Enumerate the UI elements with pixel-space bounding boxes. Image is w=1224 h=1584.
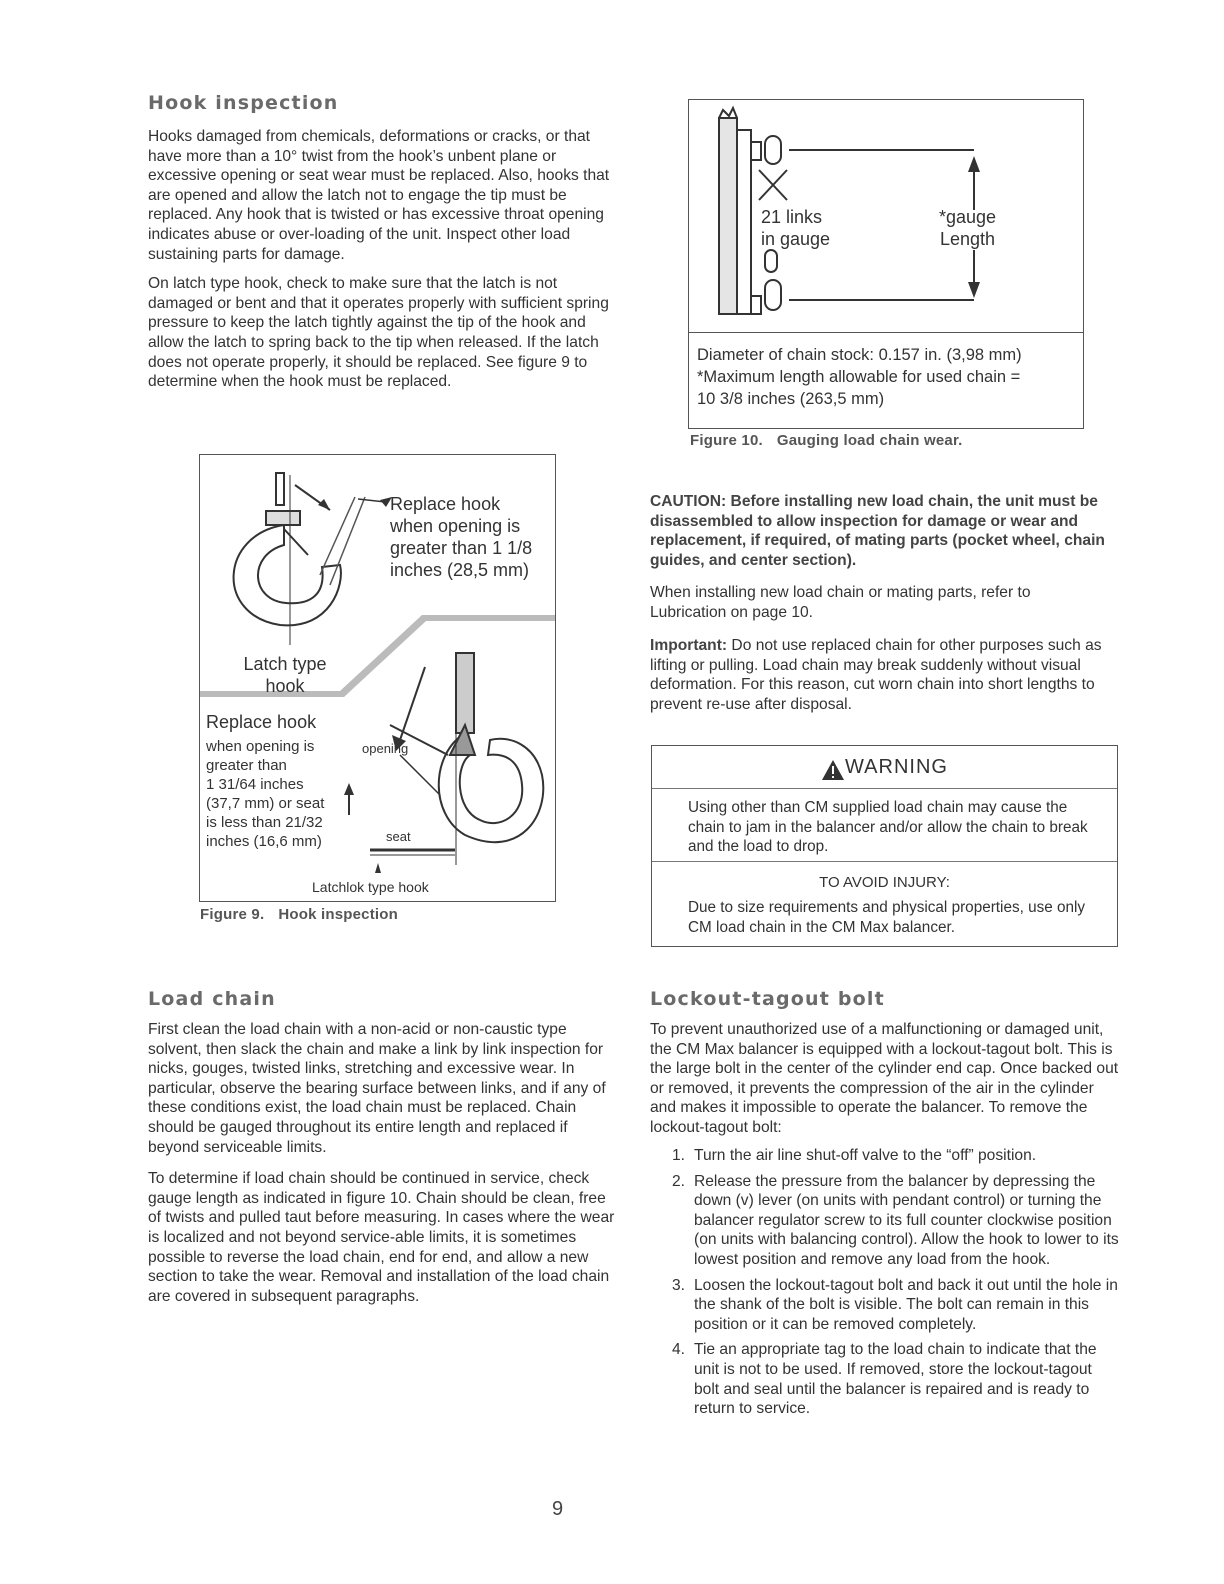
figure-10-caption: Figure 10. Gauging load chain wear. xyxy=(690,432,963,449)
important-note: Important: Do not use replaced chain for other purposes such as lifting or pulling. Load chain may break suddenly without visual deformation. For this reason, cut worn chain into short lengths to prevent re-use after disposal. xyxy=(650,637,1102,713)
load-chain-body xyxy=(148,1020,616,1306)
replace-hook-top-text: Replace hook when opening is greater than 1 1/8 inches (28,5 mm) xyxy=(390,494,533,580)
latch-type-hook-label: Latch type hook xyxy=(243,654,327,696)
hook-inspection-heading: Hook inspection xyxy=(148,92,339,114)
hook-inspection-paragraph-2: On latch type hook, check to make sure that the latch is not damaged or bent and that it operates properly with sufficient spring pressure to keep the latch tightly against the tip of the hook and allow the latch to spring back to the tip when released. If the latch does not operate properly, it should be replaced. See figure 9 to determine when the hook must be replaced. xyxy=(148,275,609,391)
load-chain-paragraph-1: First clean the load chain with a non-acid or non-caustic type solvent, then slack the chain and make a link by link inspection for nicks, gouges, twisted links, stretching and excessive wear. In particular, observe the bearing surface between links, and if any of these conditions exist, the load chain must be replaced. Chain should be gauged throughout its entire length and replaced if beyond serviceable limits. xyxy=(148,1021,606,1156)
warning-triangle-icon xyxy=(821,759,845,786)
avoid-injury-body: Due to size requirements and physical properties, use only CM load chain in the CM Max balancer. xyxy=(688,899,1086,936)
warning-divider xyxy=(652,861,1117,862)
figure-10-divider xyxy=(689,332,1083,333)
chain-gauge-diagram xyxy=(689,100,1083,330)
lockout-heading: Lockout-tagout bolt xyxy=(650,988,885,1010)
hook-inspection-body xyxy=(148,127,616,392)
links-in-gauge-label: 21 links in gauge xyxy=(761,207,831,249)
lockout-steps xyxy=(650,1146,1120,1425)
warning-header xyxy=(652,746,1117,789)
caution-text: CAUTION: Before installing new load chain, the unit must be disassembled to allow inspection for damage or wear and replacement, if required, of mating parts (pocket wheel, chain guides, and center section). xyxy=(650,493,1105,569)
warning-body: Using other than CM supplied load chain may cause the chain to jam in the balancer and/or allow the chain to break and the load to drop. xyxy=(688,799,1088,856)
lockout-step: 3. Loosen the lockout-tagout bolt and back it out until the hole in the shank of the bolt is visible. The bolt can remain in this position or it can be removed completely. xyxy=(672,1276,1118,1333)
figure-9-box xyxy=(199,454,556,902)
load-chain-paragraph-2: To determine if load chain should be continued in service, check gauge length as indicated in figure 10. Chain should be clean, free of twists and pulled taut before measuring. In cases where the wear is localized and not beyond service-able limits, it is sometimes possible to reverse the load chain, end for end, and allow a new section to take the wear. Removal and installation of the load chain are covered in subsequent paragraphs. xyxy=(148,1170,615,1305)
warning-title: WARNING xyxy=(845,756,948,778)
opening-label: opening xyxy=(362,741,409,756)
replace-hook-bottom-text: when opening is greater than 1 31/64 inches (37,7 mm) or seat is less than 21/32 inches (16,6 mm) xyxy=(206,738,325,850)
figure-9-caption: Figure 9. Hook inspection xyxy=(200,906,398,923)
latchlok-label: Latchlok type hook xyxy=(312,879,429,895)
hook-inspection-paragraph-1: Hooks damaged from chemicals, deformations or cracks, or that have more than a 10° twist from the hook’s unbent plane or excessive opening or seat wear must be replaced. Also, hooks that are opened and allow the latch not to engage the tip must be replaced. Any hook that is twisted or has excessive throat opening indicates abuse or over-loading of the unit. Inspect other load sustaining parts for damage. xyxy=(148,128,610,263)
load-chain-heading: Load chain xyxy=(148,988,276,1010)
lockout-intro: To prevent unauthorized use of a malfunctioning or damaged unit, the CM Max balancer is equipped with a lockout-tagout bolt. This is the large bolt in the center of the cylinder end cap. Once backed out or removed, it prevents the compression of the air in the cylinder and makes it impossible to operate the balancer. To remove the lockout-tagout bolt: xyxy=(650,1021,1119,1136)
gauge-length-label: *gauge Length xyxy=(939,207,997,249)
page-number: 9 xyxy=(552,1498,564,1520)
chain-spec-text: Diameter of chain stock: 0.157 in. (3,98 mm) *Maximum length allowable for used chain = 10 3/8 inches (263,5 mm) xyxy=(697,346,1022,408)
lockout-step: 1. Turn the air line shut-off valve to the “off” position. xyxy=(672,1147,1037,1164)
lockout-step: 2. Release the pressure from the balancer by depressing the down (v) lever (on units with pendant control) or turning the balancer regulator screw to its full counter clockwise position (on units with balancing control). Allow the hook to lower to its lowest position and remove any load from the hook. xyxy=(672,1172,1119,1268)
caution-followup: When installing new load chain or mating parts, refer to Lubrication on page 10. xyxy=(650,584,1031,621)
avoid-injury-title: TO AVOID INJURY: xyxy=(819,874,950,891)
lockout-step: 4. Tie an appropriate tag to the load chain to indicate that the unit is not to be used. If removed, store the lockout-tagout bolt and seal until the balancer is repaired and is ready to return to service. xyxy=(672,1341,1097,1418)
figure-10-box xyxy=(688,99,1084,429)
seat-label: seat xyxy=(386,829,411,844)
replace-hook-bottom-title: Replace hook xyxy=(206,712,317,732)
warning-box xyxy=(651,745,1118,947)
